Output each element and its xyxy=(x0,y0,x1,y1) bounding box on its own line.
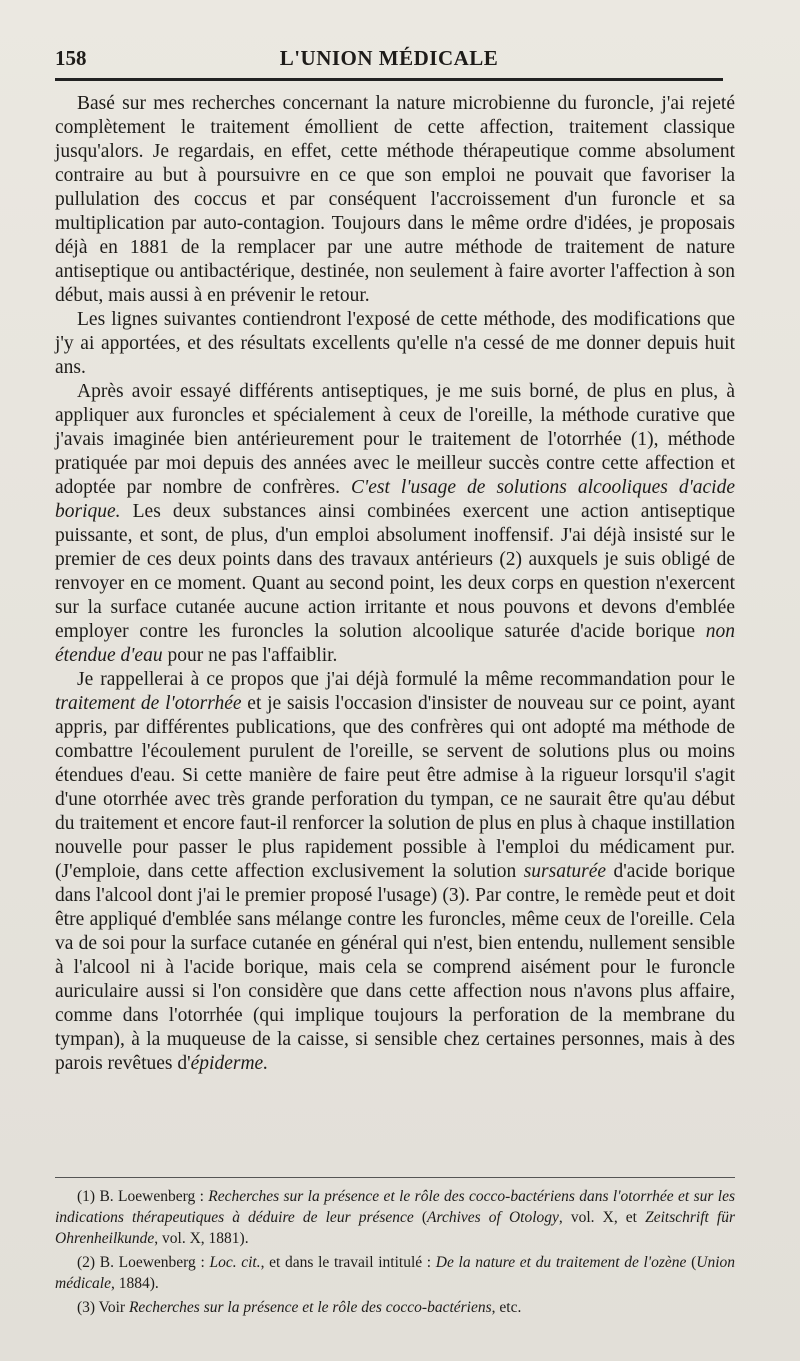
text-run: (2) B. Loewenberg : xyxy=(77,1254,210,1271)
text-run: ( xyxy=(413,1209,428,1226)
text-run: Après avoir essayé différents antiseptiques, je me suis borné, de plus en plus, à appliquer aux furoncles et spécialement à ceux de l'oreille, la méthode curative que j'avais imaginée bien antérieurement pour le traitement de l'otorrhée (1), méthode pratiquée par moi depuis des années avec le meilleur succès contre cette affection et adoptée par nombre de confrères. xyxy=(55,381,735,498)
page-number: 158 xyxy=(55,46,87,70)
italic-text: C'est l'usage de solutions alcooliques d'acide borique. xyxy=(55,477,735,522)
paragraph-1: Basé sur mes recherches concernant la nature microbienne du furoncle, j'ai rejeté complètement le traitement émollient de cette affection, traitement classique jusqu'alors. Je regardais, en effet, cette méthode thérapeutique comme absolument contraire au but à poursuivre en ce que son emploi ne pouvait que favoriser la pullulation des coccus et par conséquent l'accroissement d'un furoncle et sa multiplication par auto-contagion. Toujours dans le même ordre d'idées, je proposais déjà en 1881 de la remplacer par une autre méthode de traitement de nature antiseptique ou antibactérique, destinée, non seulement à faire avorter l'affection à son début, mais aussi à en prévenir le retour. xyxy=(55,93,735,306)
italic-text: Zeitschrift für Ohrenheilkunde xyxy=(55,1209,735,1247)
running-head: L'UNION MÉDICALE xyxy=(279,46,499,70)
text-run: pour ne pas l'affaiblir. xyxy=(162,645,338,666)
text-run: , 1884). xyxy=(110,1275,159,1292)
text-run: (1) B. Loewenberg : xyxy=(77,1188,209,1205)
paragraph-2: Les lignes suivantes contiendront l'exposé de cette méthode, des modifications que j'y ai apportées, et des résultats excellents qu'elle n'a cessé de me donner depuis huit ans. xyxy=(55,309,735,378)
footnote-3 xyxy=(55,1297,735,1318)
text-run: d'acide borique dans l'alcool dont j'ai le premier proposé l'usage) (3). Par contre, le remède peut et doit être appliqué d'emblée sans mélange contre les furoncles, même ceux de l'oreille. Cela va de soi pour la surface cutanée en général qui n'est, bien entendu, nullement sensible à l'alcool ni à l'acide borique, mais cela se comprend aisément pour le furoncle auriculaire aussi si l'on considère que dans cette affection nous n'avons plus affaire, comme dans l'otorrhée (qui implique toujours la perforation de la membrane du tympan), à la muqueuse de la caisse, si sensible chez certaines personnes, mais à des parois revêtues d' xyxy=(55,861,735,1074)
italic-text: De la nature et du traitement de l'ozène xyxy=(435,1254,687,1271)
text-run: , etc. xyxy=(491,1299,522,1316)
text-run: , et dans le travail intitulé : xyxy=(260,1254,436,1271)
paragraph-4 xyxy=(55,668,735,1076)
paragraph-3 xyxy=(55,380,735,668)
text-run: (3) Voir xyxy=(77,1299,129,1316)
italic-text: traitement de l'otorrhée xyxy=(55,693,242,714)
text-run: Je rappellerai à ce propos que j'ai déjà formulé la même recommandation pour le xyxy=(77,669,735,690)
italic-text: Recherches sur la présence et le rôle des cocco-bactériens xyxy=(128,1299,492,1316)
italic-text: Recherches sur la présence et le rôle des cocco-bactériens dans l'otorrhée et sur les indications thérapeutiques à déduire de leur présence xyxy=(55,1188,735,1226)
text-run: , vol. X, et xyxy=(558,1209,646,1226)
text-run: ( xyxy=(686,1254,697,1271)
italic-text: Archives of Otology xyxy=(427,1209,559,1226)
article-body xyxy=(55,92,735,1076)
footnotes xyxy=(55,1186,735,1321)
italic-text: Loc. cit. xyxy=(209,1254,261,1271)
text-run: , vol. X, 1881). xyxy=(154,1230,249,1247)
italic-text: Union médicale xyxy=(55,1254,736,1292)
text-run: et je saisis l'occasion d'insister de nouveau sur ce point, ayant appris, par différentes publications, que des confrères qui ont adopté ma méthode de combattre l'écoulement purulent de l'oreille, se servent de solutions plus ou moins étendues d'eau. Si cette manière de faire peut être admise à la rigueur lorsqu'il s'agit d'une otorrhée avec très grande perforation du tympan, ce ne saurait être qu'au début du traitement et encore faut-il renforcer la solution de plus en plus à chaque instillation nouvelle pour passer le plus rapidement possible à l'emploi du médicament pur. (J'emploie, dans cette affection exclusivement la solution xyxy=(55,693,735,882)
italic-text: non étendue d'eau xyxy=(55,621,735,666)
text-run: Les deux substances ainsi combinées exercent une action antiseptique puissante, et sont, de plus, d'un emploi absolument inoffensif. J'ai déjà insisté sur le premier de ces deux points dans des travaux antérieurs (2) auxquels je suis obligé de renvoyer en ce moment. Quant au second point, les deux corps en question n'exercent sur la surface cutanée aucune action irritante et nous pouvons et devons d'emblée employer contre les furoncles la solution alcoolique saturée d'acide borique xyxy=(55,501,735,642)
footnote-rule xyxy=(55,1177,735,1178)
header-rule xyxy=(55,78,723,81)
footnote-2 xyxy=(55,1252,735,1294)
italic-text: épiderme. xyxy=(190,1053,269,1074)
page-header xyxy=(55,46,723,72)
italic-text: sursaturée xyxy=(523,861,607,882)
footnote-1 xyxy=(55,1186,735,1249)
